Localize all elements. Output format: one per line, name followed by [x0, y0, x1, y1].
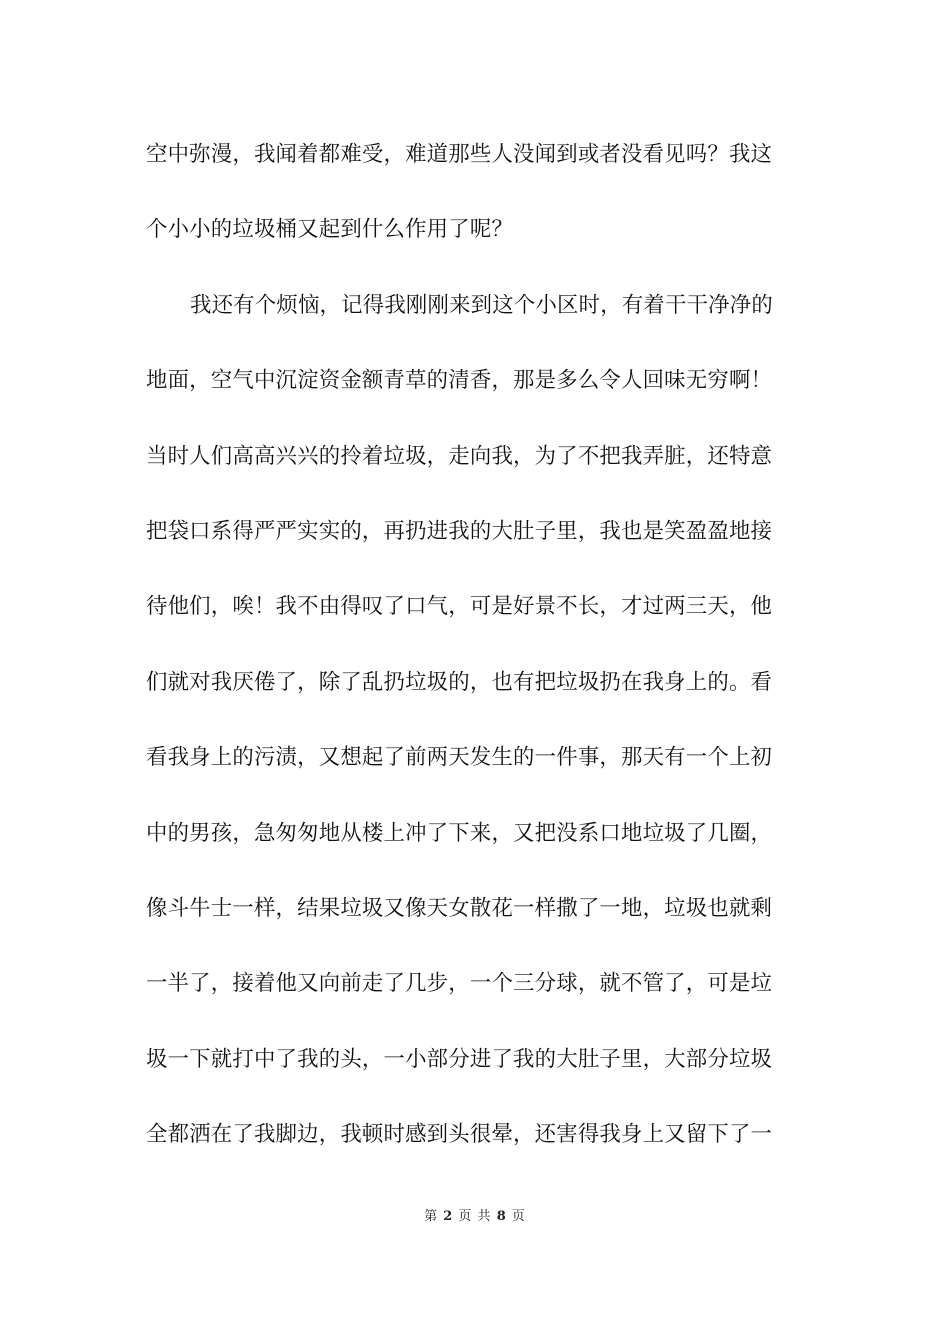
- text-line-3: 我还有个烦恼，记得我刚刚来到这个小区时，有着干干净净的: [190, 292, 773, 318]
- body-text: [146, 135, 814, 1190]
- text-line-13: 圾一下就打中了我的头，一小部分进了我的大肚子里，大部分垃圾: [146, 1046, 773, 1072]
- current-page-number: 2: [443, 1209, 454, 1224]
- total-page-count: 8: [496, 1209, 507, 1224]
- text-line-5: 当时人们高高兴兴的拎着垃圾，走向我，为了不把我弄脏，还特意: [146, 443, 773, 469]
- text-line-14: 全都洒在了我脚边，我顿时感到头很晕，还害得我身上又留下了一: [146, 1122, 773, 1148]
- text-line-2: 个小小的垃圾桶又起到什么作用了呢？: [146, 217, 514, 243]
- footer-middle: 页 共: [458, 1209, 492, 1224]
- footer-prefix: 第: [424, 1209, 439, 1224]
- text-line-7: 待他们，唉！我不由得叹了口气，可是好景不长，才过两三天，他: [146, 594, 773, 620]
- text-line-4: 地面，空气中沉淀资金额青草的清香，那是多么令人回味无穷啊！: [146, 368, 773, 394]
- text-line-6: 把袋口系得严严实实的，再扔进我的大肚子里，我也是笑盈盈地接: [146, 518, 773, 544]
- page-number-footer: [0, 1207, 950, 1227]
- footer-suffix: 页: [511, 1209, 526, 1224]
- text-line-8: 们就对我厌倦了，除了乱扔垃圾的，也有把垃圾扔在我身上的。看: [146, 669, 773, 695]
- text-line-12: 一半了，接着他又向前走了几步，一个三分球，就不管了，可是垃: [146, 971, 773, 997]
- text-line-10: 中的男孩，急匆匆地从楼上冲了下来，又把没系口地垃圾了几圈，: [146, 820, 773, 846]
- text-line-1: 空中弥漫，我闻着都难受，难道那些人没闻到或者没看见吗？我这: [146, 142, 773, 167]
- text-line-11: 像斗牛士一样，结果垃圾又像天女散花一样撒了一地，垃圾也就剩: [146, 895, 773, 921]
- text-line-9: 看我身上的污渍，又想起了前两天发生的一件事，那天有一个上初: [146, 745, 773, 771]
